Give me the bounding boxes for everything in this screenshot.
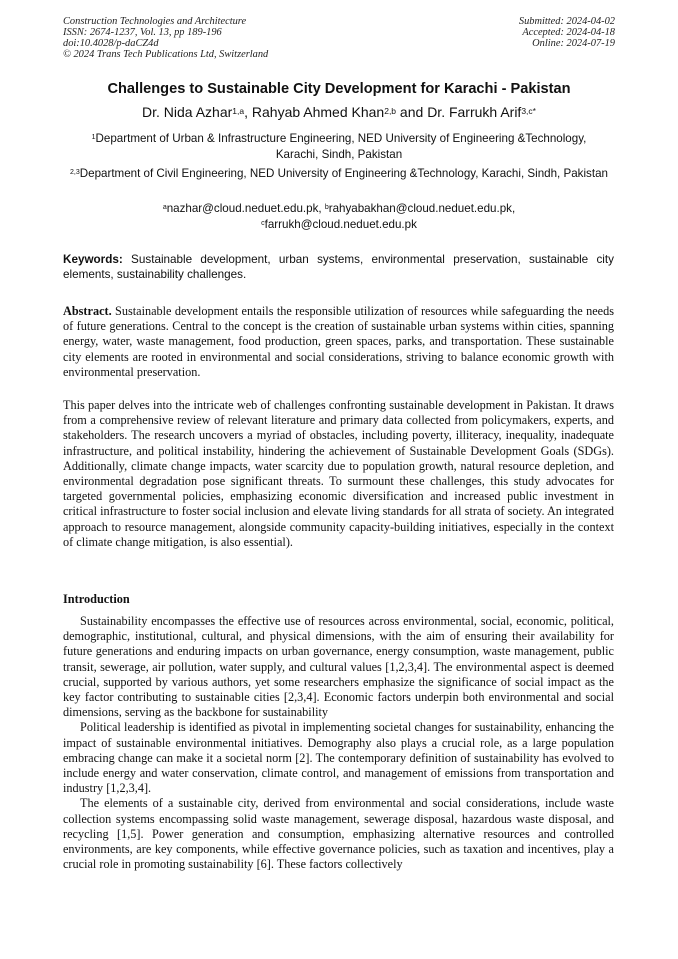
journal-info xyxy=(63,16,268,60)
keywords xyxy=(63,253,614,282)
author-3: Dr. Farrukh Arif xyxy=(427,104,522,120)
author-2: Rahyab Ahmed Khan xyxy=(251,104,385,120)
author-emails xyxy=(70,201,608,232)
online-date: Online: 2024-07-19 xyxy=(532,38,615,49)
affiliation-1-text: Department of Urban & Infrastructure Engineering, NED University of Engineering &Technology, Karachi, Sindh, Pakistan xyxy=(95,132,587,161)
introduction-body xyxy=(63,614,614,872)
email-c[interactable]: farrukh@cloud.neduet.edu.pk xyxy=(264,217,417,231)
paper-title: Challenges to Sustainable City Development for Karachi - Pakistan xyxy=(107,81,571,97)
email-a-mark: a xyxy=(162,204,167,211)
author-separator: and xyxy=(396,104,428,120)
abstract-text-1: Sustainable development entails the responsible utilization of resources while safeguarding the needs of future generations. Central to the concept is the creation of sustainable urban systems within cities, spanning energy, water, waste management, food production, green spaces, parks, and transportation. These sustainable city elements are rooted in environmental and social considerations, striving to balance economic growth with environmental preservation. xyxy=(63,304,614,379)
email-c-mark: c xyxy=(261,219,265,227)
abstract-paragraph-2 xyxy=(63,398,614,550)
author-3-affil: 3,c* xyxy=(521,106,536,116)
accepted-date: Accepted: 2024-04-18 xyxy=(522,27,615,38)
journal-name: Construction Technologies and Architecture xyxy=(63,16,247,27)
author-2-affil: 2,b xyxy=(384,106,397,116)
affiliation-2 xyxy=(70,166,608,182)
author-separator: , xyxy=(244,104,252,120)
issn: ISSN: 2674-1237, Vol. 13, pp 189-196 xyxy=(63,27,222,38)
email-a[interactable]: nazhar@cloud.neduet.edu.pk, xyxy=(166,202,325,215)
keywords-text: Sustainable development, urban systems, environmental preservation, sustainable city elements, sustainability challenges. xyxy=(63,253,614,281)
abstract-paragraph-1 xyxy=(63,304,614,380)
intro-paragraph-3: The elements of a sustainable city, derived from environmental and social considerations, include waste collection systems encompassing solid waste management, sewerage disposal, hazardous waste disposal, and recycling [1,5]. Power generation and consumption, emphasizing alternative resources and controlled environments, are key components, while effective governance policies, such as taxation and incentives, play a crucial role in promoting sustainability [6]. These factors collectively xyxy=(63,796,614,872)
affiliation-1 xyxy=(70,131,608,162)
author-1-affil: 1,a xyxy=(232,106,245,116)
doi: doi:10.4028/p-daCZ4d xyxy=(63,38,159,49)
publication-dates xyxy=(519,16,615,49)
submitted-date: Submitted: 2024-04-02 xyxy=(518,16,615,27)
abstract-label: Abstract. xyxy=(63,304,112,318)
keywords-label: Keywords: xyxy=(63,253,123,266)
abstract-text-2: This paper delves into the intricate web of challenges confronting sustainable development in Pakistan. It draws from a comprehensive review of relevant literature and primary data collected from policymakers, experts, and stakeholders. The research uncovers a myriad of obstacles, including poverty, illiteracy, inequality, inadequate infrastructure, and political instability, hindering the achievement of Sustainable Development Goals (SDGs). Additionally, climate change impacts, water scarcity due to population growth, natural resource depletion, and environmental degradation pose significant threats. To surmount these challenges, this study advocates for targeted governmental policies, emphasizing economic diversification and increased public investment in critical infrastructure to foster social inclusion and elevate living standards for all strata of society. An integrated approach to resource management, alongside community capacity-building initiatives, especially in the context of climate change mitigation, is also essential). xyxy=(63,398,614,549)
affiliation-1-mark: 1 xyxy=(91,134,96,141)
author-1: Dr. Nida Azhar xyxy=(142,104,233,120)
intro-paragraph-2: Political leadership is identified as pivotal in implementing societal changes for sustainability, enhancing the impact of sustainable environmental initiatives. Demography also plays a crucial role, as a large population embracing change can make it a societal norm [2]. The contemporary definition of sustainability has evolved to include energy and water conservation, climate control, and management of emissions from transportation and industry [1,2,3,4]. xyxy=(63,720,614,796)
author-list xyxy=(0,103,678,121)
intro-paragraph-1: Sustainability encompasses the effective use of resources across environmental, social, economic, political, demographic, institutional, cultural, and physical dimensions, with the aim of ensuring their availability for future generations and enduring impacts on urban governance, energy consumption, waste management, public transit, sewerage, air pollution, water supply, and cultural values [1,2,3,4]. The environmental aspect is deemed crucial, supported by various authors, yet some researchers emphasize the significance of social impact as the key factor contributing to sustainable cities [2,3,4]. Economic factors underpin both environmental and social dimensions, serving as the backbone for sustainability xyxy=(63,614,614,720)
copyright: © 2024 Trans Tech Publications Ltd, Switzerland xyxy=(63,49,269,60)
affiliation-2-mark: 2,3 xyxy=(70,169,80,176)
section-heading-introduction: Introduction xyxy=(63,592,130,606)
affiliation-2-text: Department of Civil Engineering, NED University of Engineering &Technology, Karachi, Sindh, Pakistan xyxy=(79,167,608,180)
email-b[interactable]: rahyabakhan@cloud.neduet.edu.pk, xyxy=(328,202,516,215)
email-b-mark: b xyxy=(324,204,329,211)
